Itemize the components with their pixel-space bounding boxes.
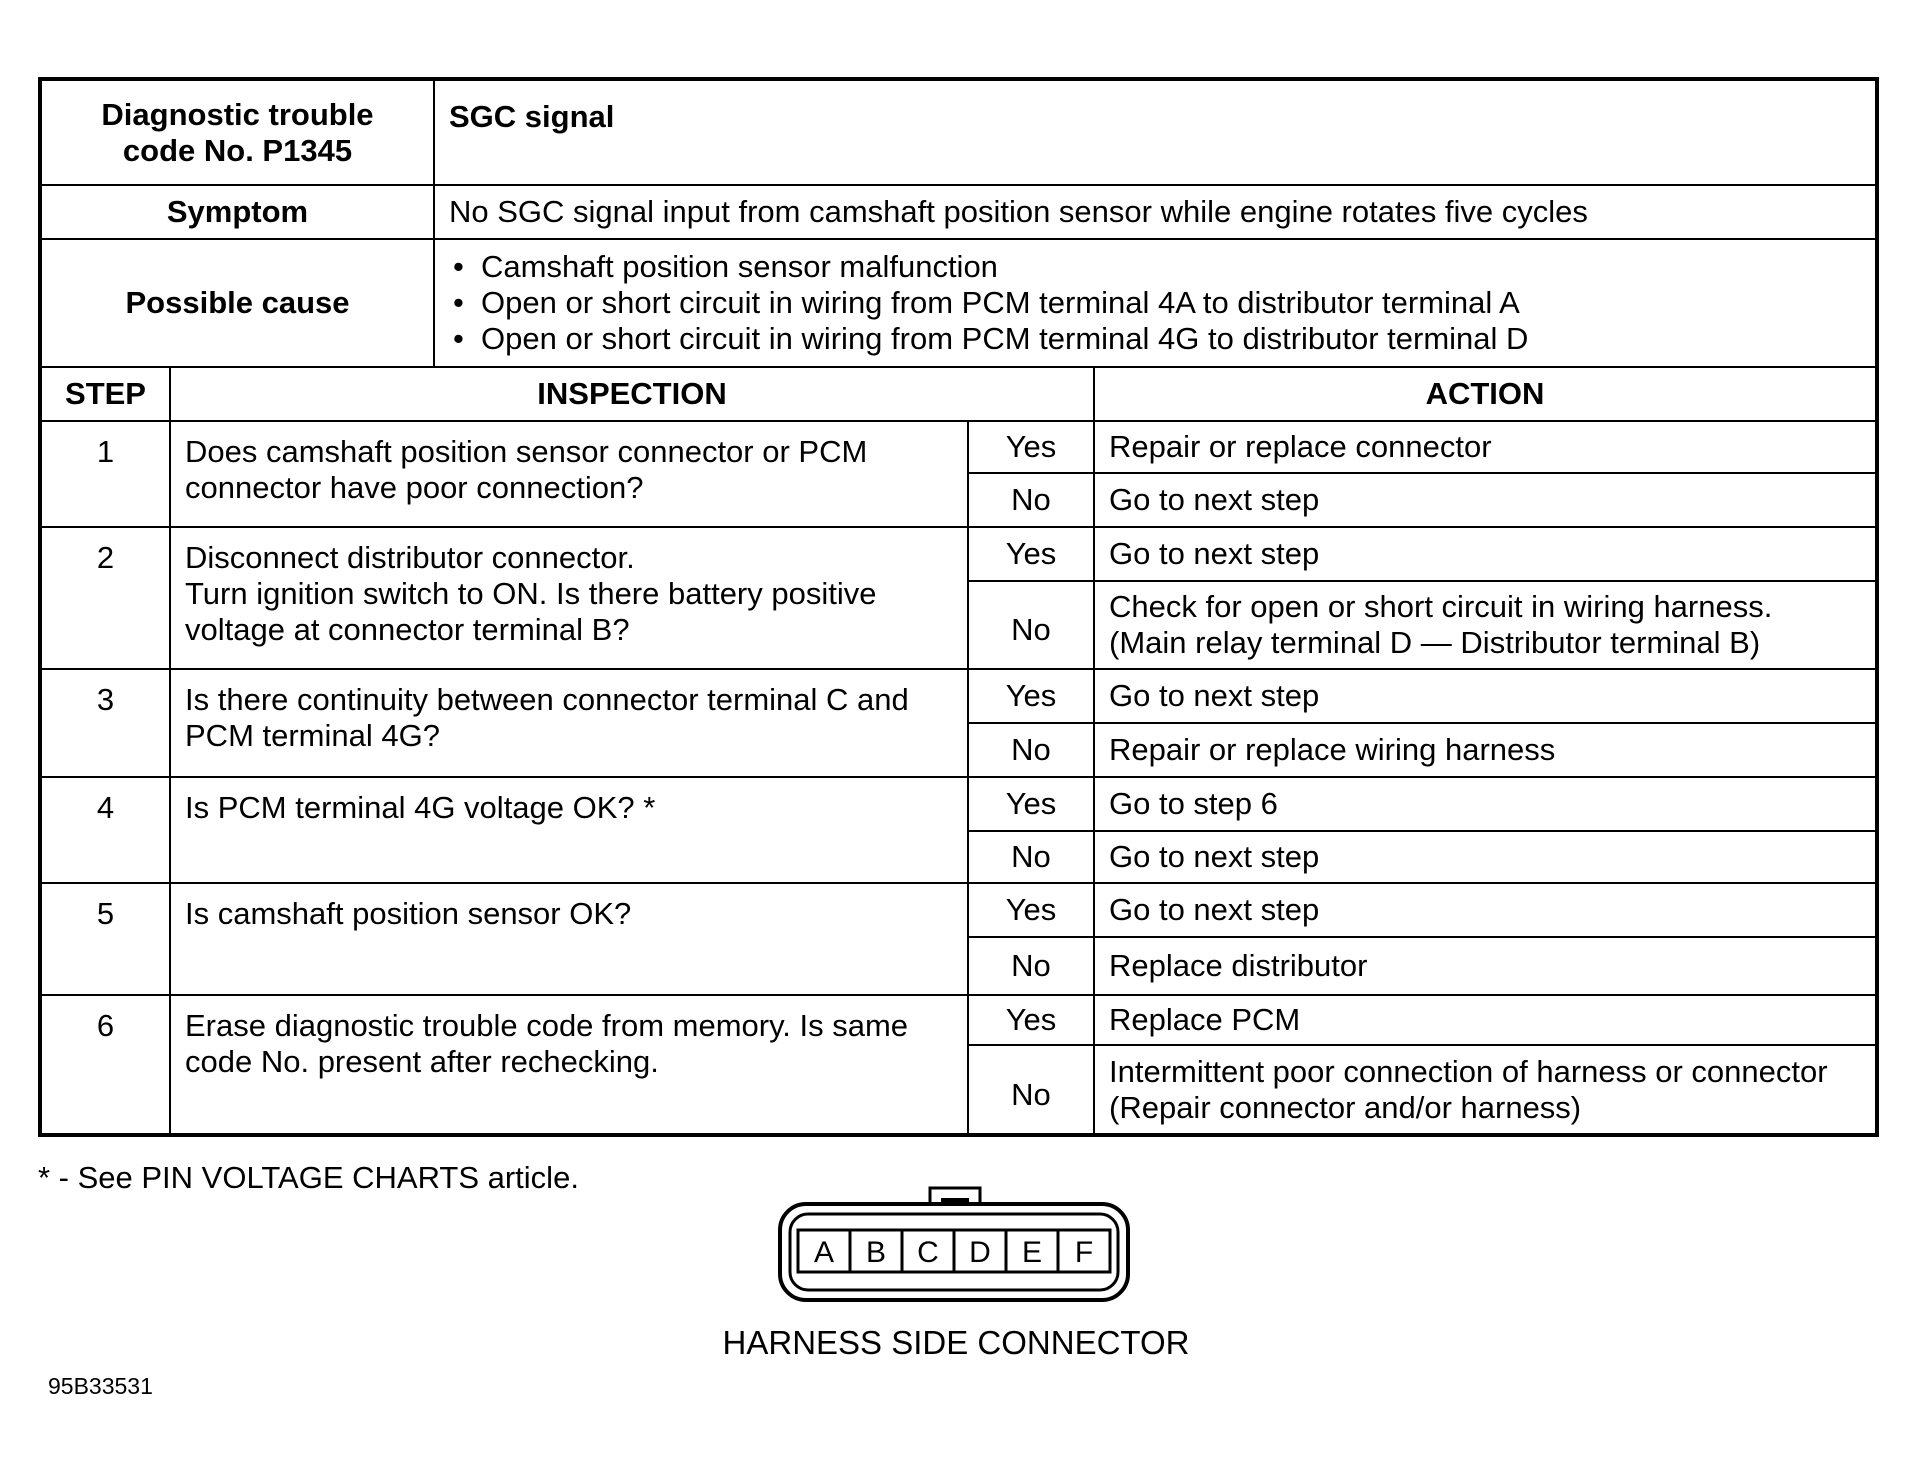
yes-action: Repair or replace connector bbox=[1094, 421, 1877, 473]
step-inspection: Is PCM terminal 4G voltage OK? * bbox=[170, 777, 968, 883]
inspection-line: Turn ignition switch to ON. Is there battery positive voltage at connector terminal B? bbox=[185, 576, 877, 647]
step-row bbox=[40, 527, 1877, 581]
terminal-label-e: E bbox=[1021, 1236, 1043, 1269]
step-number: 5 bbox=[40, 883, 170, 995]
yes-action: Go to step 6 bbox=[1094, 777, 1877, 831]
yes-action: Go to next step bbox=[1094, 669, 1877, 723]
dtc-label: Diagnostic trouble code No. P1345 bbox=[101, 96, 374, 168]
step-row bbox=[40, 883, 1877, 937]
terminal-label-a: A bbox=[813, 1236, 835, 1269]
diagnostic-table bbox=[38, 77, 1879, 1137]
terminal-label-d: D bbox=[969, 1236, 991, 1269]
yes-label: Yes bbox=[968, 421, 1094, 473]
no-label: No bbox=[968, 937, 1094, 995]
cause-list bbox=[435, 241, 1875, 365]
yes-label: Yes bbox=[968, 669, 1094, 723]
action-line: Intermittent poor connection of harness or connector bbox=[1109, 1053, 1828, 1089]
terminal-label-b: B bbox=[865, 1236, 887, 1269]
step-number: 3 bbox=[40, 669, 170, 777]
yes-label: Yes bbox=[968, 883, 1094, 937]
step-inspection: Is there continuity between connector terminal C and PCM terminal 4G? bbox=[170, 669, 968, 777]
step-row bbox=[40, 995, 1877, 1045]
action-column-header: ACTION bbox=[1094, 367, 1877, 421]
step-inspection: Is camshaft position sensor OK? bbox=[170, 883, 968, 995]
step-number: 6 bbox=[40, 995, 170, 1135]
dtc-label-cell bbox=[40, 79, 434, 185]
step-number: 4 bbox=[40, 777, 170, 883]
step-inspection: Does camshaft position sensor connector or PCM connector have poor connection? bbox=[170, 421, 968, 527]
terminal-label-c: C bbox=[917, 1236, 939, 1269]
action-line: Check for open or short circuit in wiring harness. bbox=[1109, 589, 1773, 624]
step-row bbox=[40, 669, 1877, 723]
figure-id: 95B33531 bbox=[48, 1373, 153, 1399]
yes-label: Yes bbox=[968, 527, 1094, 581]
symptom-row bbox=[40, 185, 1877, 239]
column-header-row bbox=[40, 367, 1877, 421]
yes-action: Go to next step bbox=[1094, 527, 1877, 581]
no-label: No bbox=[968, 473, 1094, 527]
no-label: No bbox=[968, 1045, 1094, 1135]
harness-connector-diagram bbox=[776, 1186, 1132, 1306]
connector-label: HARNESS SIDE CONNECTOR bbox=[722, 1324, 1190, 1361]
no-action: Replace distributor bbox=[1094, 937, 1877, 995]
dtc-value: SGC signal bbox=[434, 79, 1877, 185]
yes-action: Replace PCM bbox=[1094, 995, 1877, 1045]
cause-item: • Open or short circuit in wiring from PCM terminal 4G to distributor terminal D bbox=[449, 321, 1865, 357]
step-number: 2 bbox=[40, 527, 170, 669]
no-action: Go to next step bbox=[1094, 473, 1877, 527]
yes-action: Go to next step bbox=[1094, 883, 1877, 937]
step-row bbox=[40, 421, 1877, 473]
step-number: 1 bbox=[40, 421, 170, 527]
no-label: No bbox=[968, 831, 1094, 883]
no-label: No bbox=[968, 581, 1094, 669]
terminal-label-f: F bbox=[1074, 1236, 1094, 1269]
dtc-row bbox=[40, 79, 1877, 185]
inspection-line: Disconnect distributor connector. bbox=[185, 540, 635, 575]
cause-list-cell bbox=[434, 239, 1877, 367]
cause-label: Possible cause bbox=[40, 239, 434, 367]
footnote: * - See PIN VOLTAGE CHARTS article. bbox=[38, 1160, 579, 1195]
no-label: No bbox=[968, 723, 1094, 777]
cause-item: • Open or short circuit in wiring from PCM terminal 4A to distributor terminal A bbox=[449, 285, 1865, 321]
step-inspection: Erase diagnostic trouble code from memory. Is same code No. present after rechecking. bbox=[170, 995, 968, 1135]
symptom-value: No SGC signal input from camshaft position sensor while engine rotates five cycles bbox=[434, 185, 1877, 239]
no-action: Go to next step bbox=[1094, 831, 1877, 883]
yes-label: Yes bbox=[968, 995, 1094, 1045]
inspection-column-header: INSPECTION bbox=[170, 367, 1094, 421]
action-line: (Main relay terminal D — Distributor terminal B) bbox=[1109, 625, 1761, 660]
cause-item: • Camshaft position sensor malfunction bbox=[449, 249, 1865, 285]
no-action bbox=[1094, 1045, 1877, 1135]
cause-row bbox=[40, 239, 1877, 367]
action-line: (Repair connector and/or harness) bbox=[1109, 1089, 1582, 1125]
symptom-label: Symptom bbox=[40, 185, 434, 239]
no-action bbox=[1094, 581, 1877, 669]
step-row bbox=[40, 777, 1877, 831]
step-column-header: STEP bbox=[40, 367, 170, 421]
no-action: Repair or replace wiring harness bbox=[1094, 723, 1877, 777]
yes-label: Yes bbox=[968, 777, 1094, 831]
step-inspection bbox=[170, 527, 968, 669]
